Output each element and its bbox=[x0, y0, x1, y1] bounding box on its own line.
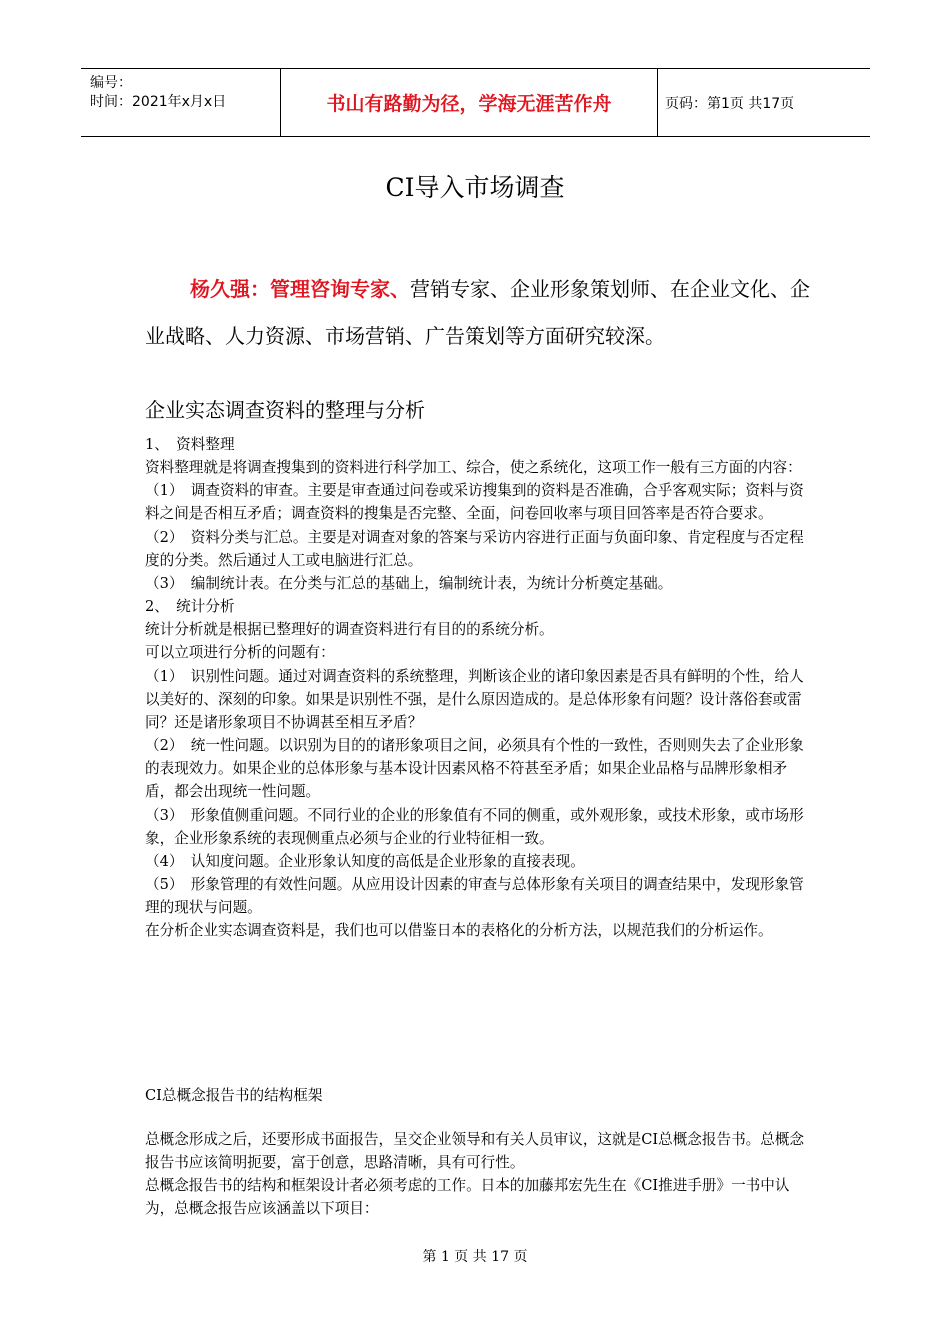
paragraph: （2） 资料分类与汇总。主要是对调查对象的答案与采访内容进行正面与负面印象、肯定程度与否定程度的分类。然后通过人工或电脑进行汇总。 bbox=[145, 528, 804, 569]
paragraph: （4） 认知度问题。企业形象认知度的高低是企业形象的直接表现。 bbox=[145, 852, 585, 870]
paragraph: （2） 统一性问题。以识别为目的的诸形象项目之间，必须具有个性的一致性，否则则失去了企业形象的表现效力。如果企业的总体形象与基本设计因素风格不符甚至矛盾；如果企业品格与品牌形象相矛盾，都会出现统一性问题。 bbox=[145, 737, 804, 801]
paragraph: （1） 识别性问题。通过对调查资料的系统整理，判断该企业的诸印象因素是否具有鲜明的个性，给人以美好的、深刻的印象。如果是识别性不强，是什么原因造成的。是总体形象有问题？设计落俗套或雷同？还是诸形象项目不协调甚至相互矛盾？ bbox=[145, 667, 804, 731]
paragraph: 1、 资料整理 bbox=[145, 436, 235, 453]
section-body-report bbox=[145, 1128, 805, 1221]
paragraph: 可以立项进行分析的问题有： bbox=[145, 644, 335, 662]
header-page-number: 页码：第1页 共17页 bbox=[665, 95, 795, 112]
header-table bbox=[81, 68, 870, 137]
paragraph: （1） 调查资料的审查。主要是审查通过问卷或采访搜集到的资料是否准确，合乎客观实际；资料与资料之间是否相互矛盾；调查资料的搜集是否完整、全面，问卷回收率与项目回答率是否符合要求。 bbox=[145, 482, 804, 523]
author-name: 杨久强：管理咨询专家、 bbox=[190, 277, 410, 301]
section-title-analysis: 企业实态调查资料的整理与分析 bbox=[145, 398, 425, 422]
document-number: 编号： bbox=[90, 75, 132, 91]
header-motto: 书山有路勤为径，学海无涯苦作舟 bbox=[281, 69, 658, 136]
paragraph: （3） 形象值侧重问题。不同行业的企业的形象值有不同的侧重，或外观形象，或技术形象，或市场形象，企业形象系统的表现侧重点必须与企业的行业特征相一致。 bbox=[145, 806, 804, 847]
paragraph: 总概念报告书的结构和框架设计者必须考虑的工作。日本的加藤邦宏先生在《CI推进手册》一书中认为，总概念报告应该涵盖以下项目： bbox=[145, 1177, 790, 1218]
paragraph: 总概念形成之后，还要形成书面报告，呈交企业领导和有关人员审议，这就是CI总概念报告书。总概念报告书应该简明扼要，富于创意，思路清晰，具有可行性。 bbox=[145, 1131, 805, 1172]
section-body-analysis bbox=[145, 433, 805, 942]
page-footer: 第 1 页 共 17 页 bbox=[422, 1249, 528, 1265]
paragraph: 统计分析就是根据已整理好的调查资料进行有目的的系统分析。 bbox=[145, 621, 554, 639]
paragraph: 2、 统计分析 bbox=[145, 598, 235, 616]
paragraph: 在分析企业实态调查资料是，我们也可以借鉴日本的表格化的分析方法，以规范我们的分析运作。 bbox=[145, 922, 773, 940]
paragraph: 资料整理就是将调查搜集到的资料进行科学加工、综合，使之系统化，这项工作一般有三方面的内容： bbox=[145, 459, 802, 477]
section-title-report: CI总概念报告书的结构框架 bbox=[145, 1087, 323, 1104]
document-title: CI导入市场调查 bbox=[385, 173, 565, 202]
author-intro bbox=[145, 266, 813, 360]
paragraph: （5） 形象管理的有效性问题。从应用设计因素的审查与总体形象有关项目的调查结果中，发现形象管理的现状与问题。 bbox=[145, 875, 804, 917]
header-meta bbox=[81, 69, 281, 136]
author-description: 营销专家、企业形象策划师、在企业文化、企业战略、人力资源、市场营销、广告策划等方面研究较深。 bbox=[145, 277, 810, 348]
document-time: 时间：2021年x月x日 bbox=[90, 94, 227, 110]
paragraph: （3） 编制统计表。在分类与汇总的基础上，编制统计表，为统计分析奠定基础。 bbox=[145, 574, 673, 592]
